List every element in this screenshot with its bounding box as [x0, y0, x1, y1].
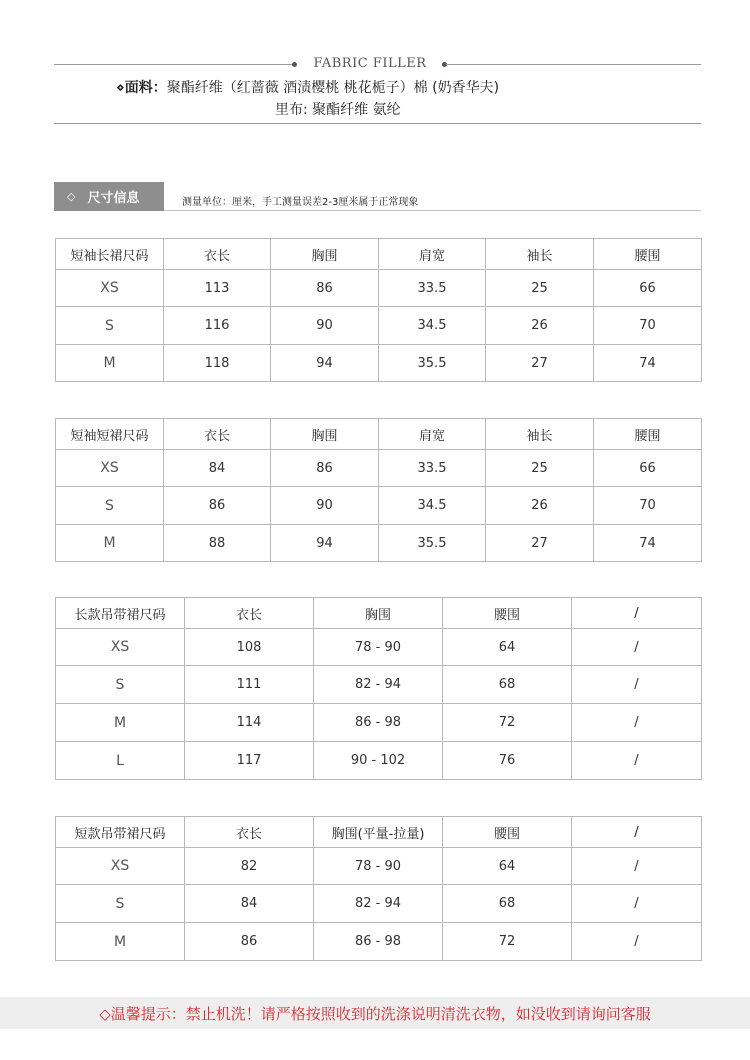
- length-cell: 111: [185, 666, 314, 704]
- sleeve-cell: 26: [486, 487, 594, 525]
- header-shoulder: 肩宽: [379, 239, 486, 270]
- shoulder-cell: 34.5: [379, 307, 486, 345]
- length-cell: 108: [185, 629, 314, 666]
- header-length: 衣长: [164, 239, 271, 270]
- size-cell: XS: [56, 450, 164, 487]
- sleeve-cell: 25: [486, 450, 594, 487]
- size-table-short-sleeve-long-dress: [55, 238, 702, 382]
- header-empty: /: [572, 817, 702, 848]
- waist-cell: 70: [594, 487, 702, 525]
- table-row: [56, 885, 702, 923]
- size-cell: XS: [56, 629, 185, 666]
- table-row: [56, 450, 702, 487]
- bust-cell: 86 - 98: [314, 923, 443, 961]
- empty-cell: /: [572, 742, 702, 780]
- waist-cell: 74: [594, 345, 702, 382]
- size-cell: L: [56, 742, 185, 780]
- size-cell: S: [56, 487, 164, 525]
- size-cell: M: [56, 525, 164, 562]
- empty-cell: /: [572, 923, 702, 961]
- header-bottom-rule: [54, 123, 701, 124]
- waist-cell: 64: [443, 629, 572, 666]
- waist-cell: 72: [443, 923, 572, 961]
- header-size: 短袖短裙尺码: [56, 419, 164, 450]
- sleeve-cell: 27: [486, 345, 594, 382]
- table-header-row: [56, 419, 702, 450]
- bust-cell: 94: [271, 525, 379, 562]
- header-waist: 腰围: [594, 239, 702, 270]
- shoulder-cell: 35.5: [379, 345, 486, 382]
- size-cell: S: [56, 885, 185, 923]
- header-size: 短款吊带裙尺码: [56, 817, 185, 848]
- sleeve-cell: 26: [486, 307, 594, 345]
- header-rule-right: [446, 64, 701, 65]
- bust-cell: 90 - 102: [314, 742, 443, 780]
- sleeve-cell: 25: [486, 270, 594, 307]
- fabric-composition: [116, 77, 499, 97]
- bust-cell: 78 - 90: [314, 848, 443, 885]
- length-cell: 84: [164, 450, 271, 487]
- waist-cell: 72: [443, 704, 572, 742]
- table-row: [56, 666, 702, 704]
- size-cell: S: [56, 307, 164, 345]
- table-row: [56, 923, 702, 961]
- header-empty: /: [572, 598, 702, 629]
- waist-cell: 76: [443, 742, 572, 780]
- length-cell: 86: [185, 923, 314, 961]
- fabric-label: ⋄面料：: [116, 80, 167, 96]
- bust-cell: 82 - 94: [314, 666, 443, 704]
- length-cell: 113: [164, 270, 271, 307]
- sleeve-cell: 27: [486, 525, 594, 562]
- waist-cell: 64: [443, 848, 572, 885]
- length-cell: 88: [164, 525, 271, 562]
- waist-cell: 70: [594, 307, 702, 345]
- header-length: 衣长: [164, 419, 271, 450]
- length-cell: 118: [164, 345, 271, 382]
- table-row: [56, 487, 702, 525]
- bust-cell: 78 - 90: [314, 629, 443, 666]
- table-row: [56, 270, 702, 307]
- table-header-row: [56, 817, 702, 848]
- header-bust: 胸围(平量-拉量): [314, 817, 443, 848]
- empty-cell: /: [572, 629, 702, 666]
- empty-cell: /: [572, 848, 702, 885]
- header-rule-left: [54, 64, 294, 65]
- table-header-row: [56, 239, 702, 270]
- size-cell: M: [56, 345, 164, 382]
- length-cell: 82: [185, 848, 314, 885]
- size-table-short-cami-dress: [55, 816, 702, 961]
- header-length: 衣长: [185, 817, 314, 848]
- header-size: 长款吊带裙尺码: [56, 598, 185, 629]
- shoulder-cell: 34.5: [379, 487, 486, 525]
- header-bust: 胸围: [271, 239, 379, 270]
- header-shoulder: 肩宽: [379, 419, 486, 450]
- bust-cell: 82 - 94: [314, 885, 443, 923]
- size-cell: S: [56, 666, 185, 704]
- bust-cell: 86: [271, 450, 379, 487]
- table-row: [56, 742, 702, 780]
- shoulder-cell: 33.5: [379, 450, 486, 487]
- diamond-icon: ◇: [67, 190, 76, 203]
- header-length: 衣长: [185, 598, 314, 629]
- header-waist: 腰围: [594, 419, 702, 450]
- size-info-rule: [164, 210, 701, 211]
- table-row: [56, 345, 702, 382]
- waist-cell: 66: [594, 450, 702, 487]
- size-table-long-cami-dress: [55, 597, 702, 780]
- header-waist: 腰围: [443, 598, 572, 629]
- bust-cell: 90: [271, 487, 379, 525]
- lining-composition: 里布: 聚酯纤维 氨纶: [275, 102, 401, 118]
- table-row: [56, 848, 702, 885]
- bust-cell: 86: [271, 270, 379, 307]
- table-row: [56, 525, 702, 562]
- length-cell: 117: [185, 742, 314, 780]
- empty-cell: /: [572, 666, 702, 704]
- table-row: [56, 307, 702, 345]
- header-waist: 腰围: [443, 817, 572, 848]
- empty-cell: /: [572, 885, 702, 923]
- header-dot-left: [292, 62, 297, 67]
- shoulder-cell: 33.5: [379, 270, 486, 307]
- length-cell: 114: [185, 704, 314, 742]
- bust-cell: 94: [271, 345, 379, 382]
- header-sleeve: 袖长: [486, 419, 594, 450]
- waist-cell: 66: [594, 270, 702, 307]
- size-cell: M: [56, 704, 185, 742]
- washing-notice: ◇温馨提示：禁止机洗！请严格按照收到的洗涤说明清洗衣物，如没收到请询问客服: [0, 997, 750, 1029]
- bust-cell: 86 - 98: [314, 704, 443, 742]
- length-cell: 84: [185, 885, 314, 923]
- size-cell: M: [56, 923, 185, 961]
- header-bust: 胸围: [314, 598, 443, 629]
- header-size: 短袖长裙尺码: [56, 239, 164, 270]
- table-row: [56, 704, 702, 742]
- size-info-tab: [54, 182, 164, 211]
- shoulder-cell: 35.5: [379, 525, 486, 562]
- waist-cell: 68: [443, 666, 572, 704]
- length-cell: 116: [164, 307, 271, 345]
- waist-cell: 74: [594, 525, 702, 562]
- table-row: [56, 629, 702, 666]
- fabric-filler-title: FABRIC FILLER: [313, 56, 427, 71]
- bust-cell: 90: [271, 307, 379, 345]
- fabric-value: 聚酯纤维（红蔷薇 酒渍樱桃 桃花栀子）棉 (奶香华夫): [166, 80, 500, 96]
- header-sleeve: 袖长: [486, 239, 594, 270]
- empty-cell: /: [572, 704, 702, 742]
- size-info-label: 尺寸信息: [87, 191, 140, 206]
- size-cell: XS: [56, 270, 164, 307]
- header-bust: 胸围: [271, 419, 379, 450]
- measurement-note: 测量单位：厘米，手工测量误差2-3厘米属于正常现象: [182, 197, 419, 208]
- length-cell: 86: [164, 487, 271, 525]
- size-table-short-sleeve-short-dress: [55, 418, 702, 562]
- size-cell: XS: [56, 848, 185, 885]
- waist-cell: 68: [443, 885, 572, 923]
- table-header-row: [56, 598, 702, 629]
